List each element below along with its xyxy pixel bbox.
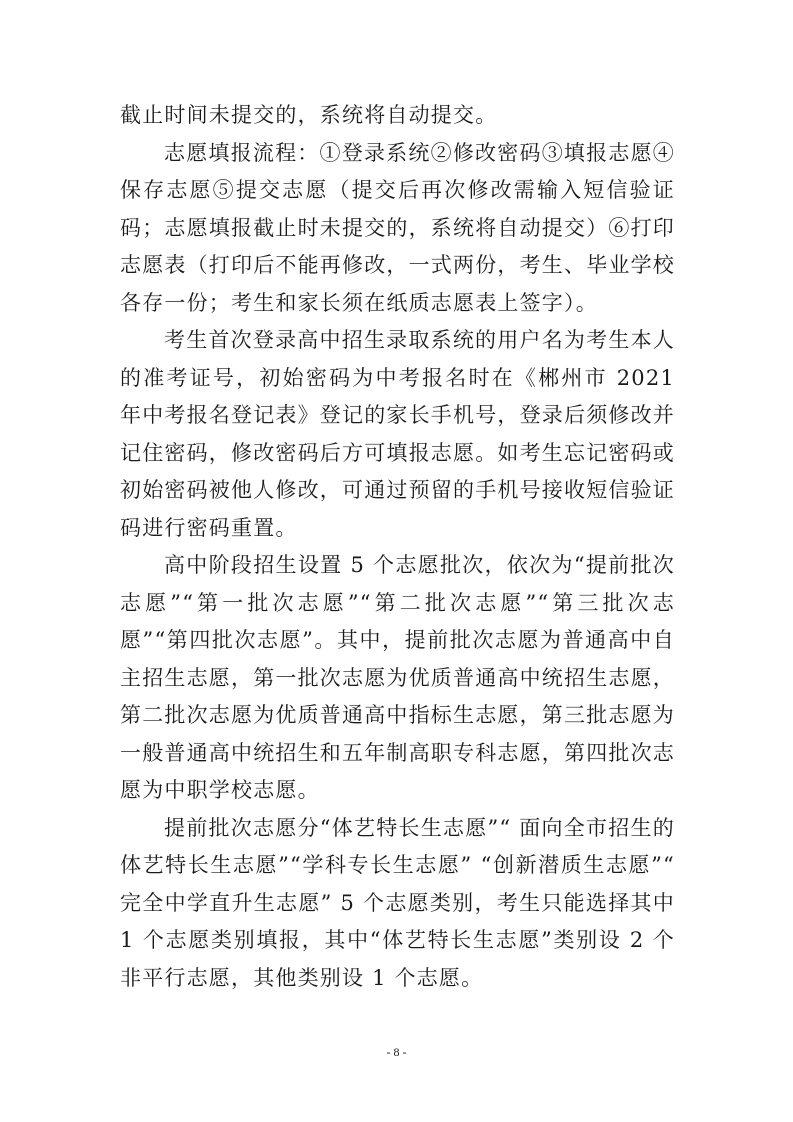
page-number: - 8 - [386, 1045, 407, 1059]
paragraph-filling-process: 志愿填报流程：①登录系统②修改密码③填报志愿④保存志愿⑤提交志愿（提交后再次修改需输入短信验证码；志愿填报截止时未提交的，系统将自动提交）⑥打印志愿表（打印后不能再修改，一式两份，考生、毕业学校各存一份；考生和家长须在纸质志愿表上签字）。 [120, 140, 675, 315]
paragraph-early-batch-categories: 提前批次志愿分“体艺特长生志愿”“ 面向全市招生的体艺特长生志愿”“学科专长生志愿” “创新潜质生志愿”“ 完全中学直升生志愿” 5 个志愿类别，考生只能选择其中 1 个志愿类别填报，其中“体艺特长生志愿”类别设 2 个非平行志愿，其他类别设 1 个志愿。 [120, 815, 675, 990]
paragraph-five-batches: 高中阶段招生设置 5 个志愿批次，依次为“提前批次志愿”“第一批次志愿”“第二批次志愿”“第三批次志愿”“第四批次志愿”。其中，提前批次志愿为普通高中自主招生志愿，第一批次志愿为优质普通高中统招生志愿，第二批次志愿为优质普通高中指标生志愿，第三批志愿为一般普通高中统招生和五年制高职专科志愿，第四批次志愿为中职学校志愿。 [120, 553, 675, 802]
paragraph-deadline-continuation: 截止时间未提交的，系统将自动提交。 [120, 103, 498, 127]
document-body [120, 97, 675, 997]
paragraph-first-login: 考生首次登录高中招生录取系统的用户名为考生本人的准考证号，初始密码为中考报名时在《郴州市 2021 年中考报名登记表》登记的家长手机号，登录后须修改并记住密码，修改密码后方可填报志愿。如考生忘记密码或初始密码被他人修改，可通过预留的手机号接收短信验证码进行密码重置。 [120, 328, 675, 540]
